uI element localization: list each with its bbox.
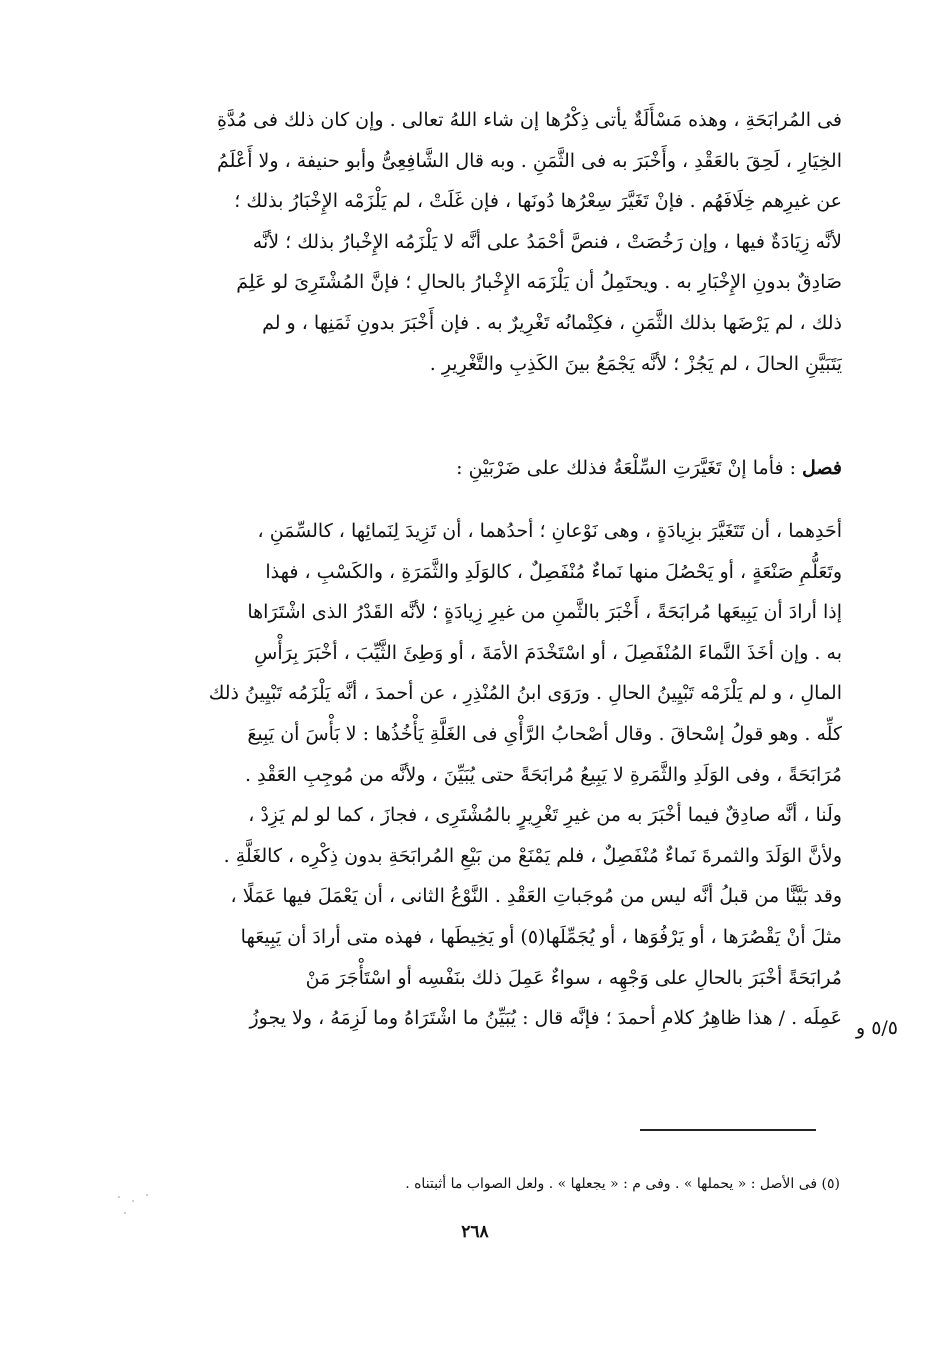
paragraph-2	[110, 511, 842, 1039]
text-line: صَادِقٌ بدونِ الإِخْبَارِ به . ويحتَمِلُ أن يَلْزَمَه الإِخْبارُ بالحالِ ؛ فإنَّ المُشْتَرِىَ لو عَلِمَ	[236, 271, 842, 294]
text-line: مُرَابَحَةً ، وفى الوَلَدِ والثَّمَرةِ لا يَبِيعُ مُرابَحَةً حتى يُبَيِّنَ ، ولأنَّه من مُوجِبِ العَقْدِ .	[245, 763, 842, 786]
footnote-divider	[640, 1129, 816, 1131]
text-line: لأنَّه زِيَادَةٌ فيها ، وإن رَخُصَتْ ، فنصَّ أحْمَدُ على أنَّه لا يَلْزَمُه الإِخْبارُ بذلك ؛ لأنَّه	[252, 230, 842, 253]
section-heading-label: فصل	[802, 457, 842, 479]
page-number: ٢٦٨	[461, 1222, 489, 1242]
section-heading-text: : فأما إنْ تَغَيَّرَتِ السِّلْعَةُ فذلك على ضَرْبَيْنِ :	[456, 457, 803, 479]
scan-speck	[146, 1194, 148, 1196]
text-line: الخِيَارِ ، لَحِقَ بالعَقْدِ ، وأَخْبَرَ به فى الثَّمَنِ . وبه قال الشَّافِعِىُّ وأبو حنيفة ، ولا أَعْلَمُ	[216, 149, 842, 172]
text-line: وقد بَيَّنَّا من قبلُ أنَّه ليس من مُوجَباتِ العَقْدِ . النَّوْعُ الثانى ، أن يَعْمَلَ فيها عَمَلًا ،	[230, 885, 842, 908]
paragraph-1	[110, 100, 842, 384]
text-line: به . وإن أخَذَ النَّماءَ المُنْفَصِلَ ، أو اسْتَخْدَمَ الأمَةَ ، أو وَطِئَ الثَّيِّبَ ، أخْبَرَ بِرَأْسِ	[254, 641, 842, 664]
text-line: مُرابَحَةً أخْبَرَ بالحالِ على وَجْهِه ، سواءٌ عَمِلَ ذلك بنَفْسِه أو اسْتَأْجَرَ مَنْ	[305, 966, 842, 989]
text-line: يَتَبَيَّنِ الحالَ ، لم يَجُزْ ؛ لأنَّه يَجْمَعُ بينَ الكَذِبِ والتَّغْرِيرِ .	[429, 352, 842, 375]
scan-speck	[124, 1212, 126, 1214]
heading-line	[110, 448, 842, 489]
text-line: كلِّه . وهو قولُ إسْحاقَ . وقال أصْحابُ الرَّأْىِ فى الغَلَّةِ يَأْخُذُها : لا بَأْسَ أن يَبِيعَ	[247, 722, 842, 745]
text-line: عن غيرِهم خِلَافَهُم . فإنْ تَغَيَّرَ سِعْرُها دُونَها ، فإن غَلَتْ ، لم يَلْزَمْه الإِخْبَارُ بذلك ؛	[234, 190, 842, 213]
scan-speck	[132, 1200, 134, 1202]
section-heading	[110, 448, 842, 489]
text-line: فى المُرابَحَةِ ، وهذه مَسْأَلَةٌ يأتى ذِكْرُها إن شاء اللهُ تعالى . وإن كان ذلك فى مُدَّةِ	[216, 109, 842, 131]
text-line: المالِ ، و لم يَلْزَمْه تَبْيِينُ الحالِ . ورَوَى ابنُ المُنْذِرِ ، عن أحمدَ ، أنَّه يَلْزَمُه تَبْيِينُ ذلك	[208, 682, 842, 705]
text-line: إذا أرادَ أن يَبِيعَها مُرابَحَةً ، أَخْبَرَ بالثَّمنِ من غيرِ زِيادَةٍ ؛ لأنَّه القَدْرُ الذى اشْتَرَاها	[247, 601, 842, 624]
text-line: مثلَ أنْ يَقْصُرَها ، أو يَرْفُوَها ، أو يُجَمِّلَها(٥) أو يَخِيطَها ، فهذه متى أرادَ أن يَبِيعَها	[240, 925, 842, 948]
text-line: وتَعَلُّمِ صَنْعَةٍ ، أو يَحْصُلَ منها نَماءٌ مُنْفَصِلٌ ، كالوَلَدِ والثَّمَرَةِ ، والكَسْبِ ، فهذا	[265, 560, 842, 583]
text-line: أحَدِهما ، أن تَتَغَيَّرَ بزِيادَةٍ ، وهى نَوْعانِ ؛ أحدُهما ، أن تَزِيدَ لِنَمائِها ، كالسِّمَنِ ،	[257, 520, 842, 542]
footnote: (٥) فى الأصل : « يحملها » . وفى م : « يجعلها » . ولعل الصواب ما أثبتناه .	[405, 1176, 840, 1192]
scan-speck	[118, 1196, 120, 1198]
text-line: ولَنا ، أنَّه صادِقٌ فيما أخْبَرَ به من غيرِ تَغْرِيرٍ بالمُشْتَرِى ، فجازَ ، كما لو لم يَزِدْ ،	[248, 804, 842, 827]
text-line: ذلك ، لم يَرْضَها بذلك الثَّمَنِ ، فكِتْمانُه تَغْرِيرٌ به . فإن أَخْبَرَ بدونِ ثَمَنِها ، و لم	[262, 311, 842, 334]
text-line: عَمِلَه . / هذا ظاهِرُ كلامِ أحمدَ ؛ فإنَّه قال : يُبَيِّنُ ما اشْتَرَاهُ وما لَزِمَهُ ، ولا يجوزُ	[249, 1007, 842, 1030]
text-line: ولأنَّ الوَلَدَ والثمرةَ نَماءٌ مُنْفَصِلٌ ، فلم يَمْنَعْ من بَيْعِ المُرابَحَةِ بدون ذِكْرِه ، كالغَلَّةِ .	[223, 844, 842, 867]
margin-folio-note: ٥/٥ و	[855, 1017, 898, 1039]
